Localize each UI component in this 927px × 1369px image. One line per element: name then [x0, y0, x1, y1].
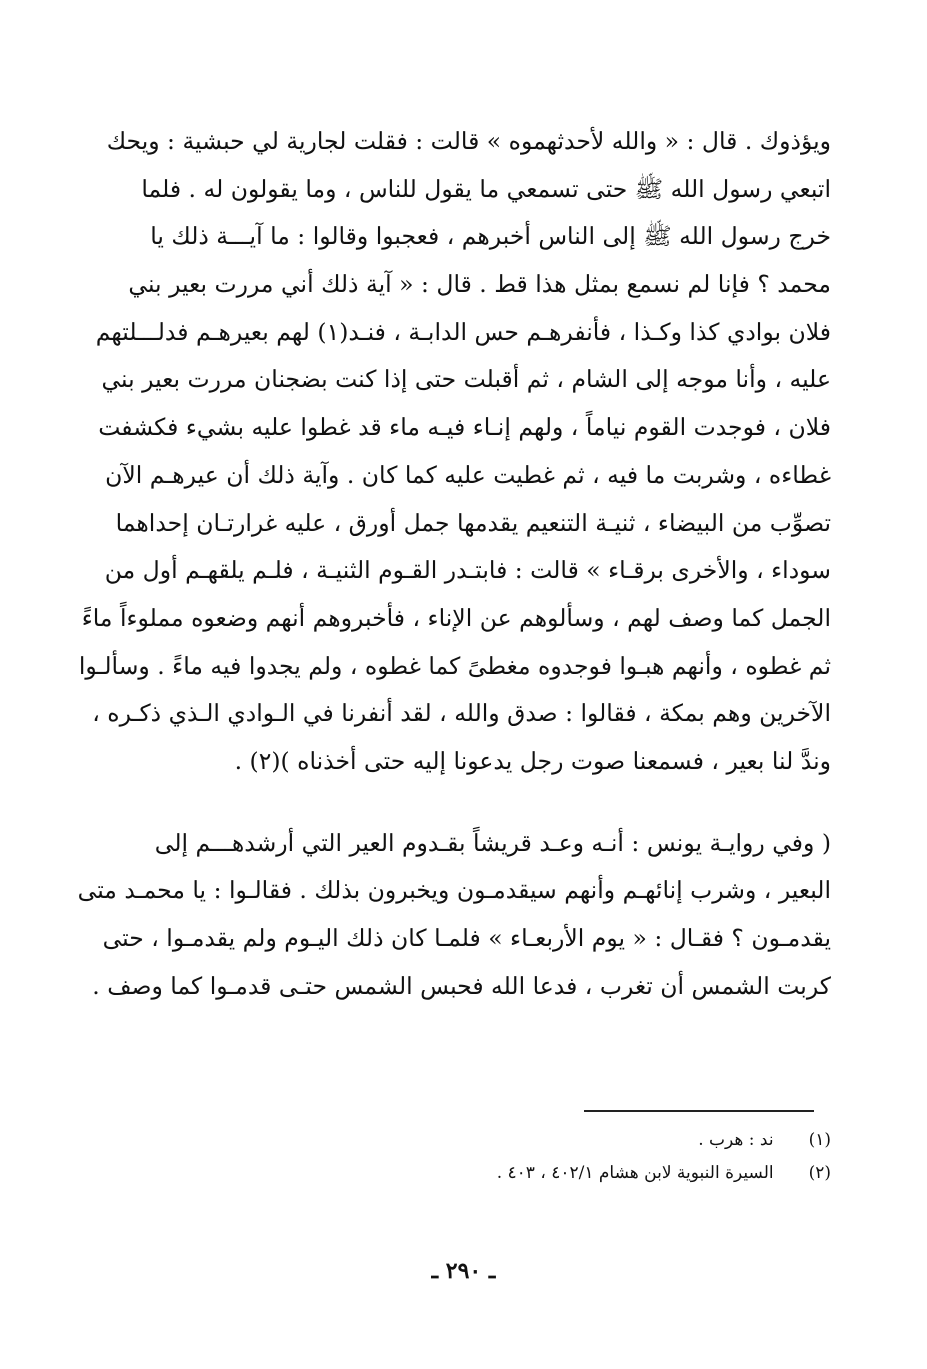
- page-number-text: ـ ٢٩٠ ـ: [431, 1258, 496, 1284]
- text-line: محمد ؟ فإنا لم نسمع بمثل هذا قط . قال : « آية ذلك أني مررت بعير بني: [128, 270, 831, 299]
- text-line: ثم غطوه ، وأنهم هبـوا فوجدوه مغطىً كما غطوه ، ولم يجدوا فيه ماءً . وسألـوا: [78, 651, 831, 680]
- text-line: الآخرين وهم بمكة ، فقالوا : صدق والله ، لقد أنفرنا في الـوادي الـذي ذكـره ،: [92, 699, 831, 728]
- text-line: كربت الشمس أن تغرب ، فدعا الله فحبس الشمس حتـى قدمـوا كما وصف .: [92, 971, 831, 1000]
- footnote-number: (١): [808, 1130, 831, 1150]
- main-text: [78, 118, 831, 1010]
- text-line: ويؤذوك . قال : « والله لأحدثهموه » قالت : فقلت لجارية لي حبشية : ويحك: [106, 127, 831, 155]
- text-line: عليه ، وأنا موجه إلى الشام ، ثم أقبلت حتى إذا كنت بضجنان مررت بعير بني: [101, 365, 831, 394]
- text-line: خرج رسول الله ﷺ إلى الناس أخبرهم ، فعجبوا وقالوا : ما آيـــة ذلك يا: [150, 222, 831, 251]
- footnote: [497, 1124, 831, 1157]
- text-line: تصوِّب من البيضاء ، ثنيـة التنعيم يقدمها جمل أورق ، عليه غرارتـان إحداهما: [115, 508, 831, 537]
- text-line: غطاءه ، وشربت ما فيه ، ثم غطيت عليه كما كان . وآية ذلك أن عيرهـم الآن: [105, 460, 831, 489]
- footnote: [497, 1157, 831, 1190]
- footnote-text: السيرة النبوية لابن هشام ٤٠٢/١ ، ٤٠٣ .: [496, 1163, 774, 1183]
- text-line: فلان ، فوجدت القوم نياماً ، ولهم إنـاء فيـه ماء قد غطوا عليه بشيء فكشفت: [98, 413, 831, 442]
- text-line: فلان بوادي كذا وكـذا ، فأنفرهـم حس الدابـة ، فنـد(١) لهم بعيرهـم فدلـــلتهم: [95, 317, 831, 346]
- page-number: [0, 1258, 927, 1284]
- text-line: اتبعي رسول الله ﷺ حتى تسمعي ما يقول للناس ، وما يقولون له . فلما: [141, 174, 831, 203]
- text-line: يقدمـون ؟ فقـال : « يوم الأربعـاء » فلمـا كان ذلك اليـوم ولم يقدمـوا ، حتى: [102, 924, 831, 952]
- paragraph-gap: [78, 786, 831, 820]
- footnote-number: (٢): [808, 1163, 831, 1183]
- text-line: ( وفي روايـة يونس : أنـه وعـد قريشاً بقـدوم العير التي أرشدهـــم إلى: [154, 828, 831, 857]
- footnote-text: ند : هرب .: [698, 1130, 774, 1150]
- footnote-divider: [584, 1110, 814, 1112]
- text-line: الجمل كما وصف لهم ، وسألوهم عن الإناء ، فأخبروهم أنهم وضعوه مملوءاً ماءً: [81, 603, 831, 632]
- footnotes: [497, 1124, 831, 1190]
- text-line: البعير ، وشرب إنائهـم وأنهم سيقدمـون ويخبرون بذلك . فقالـوا : يا محمـد متى: [78, 876, 831, 905]
- text-line: سوداء ، والأخرى برقـاء » قالت : فابتـدر القـوم الثنيـة ، فلـم يلقهـم أول من: [104, 556, 831, 585]
- text-line: وندَّ لنا بعير ، فسمعنا صوت رجل يدعونا إليه حتى أخذناه )(٢) .: [234, 746, 831, 775]
